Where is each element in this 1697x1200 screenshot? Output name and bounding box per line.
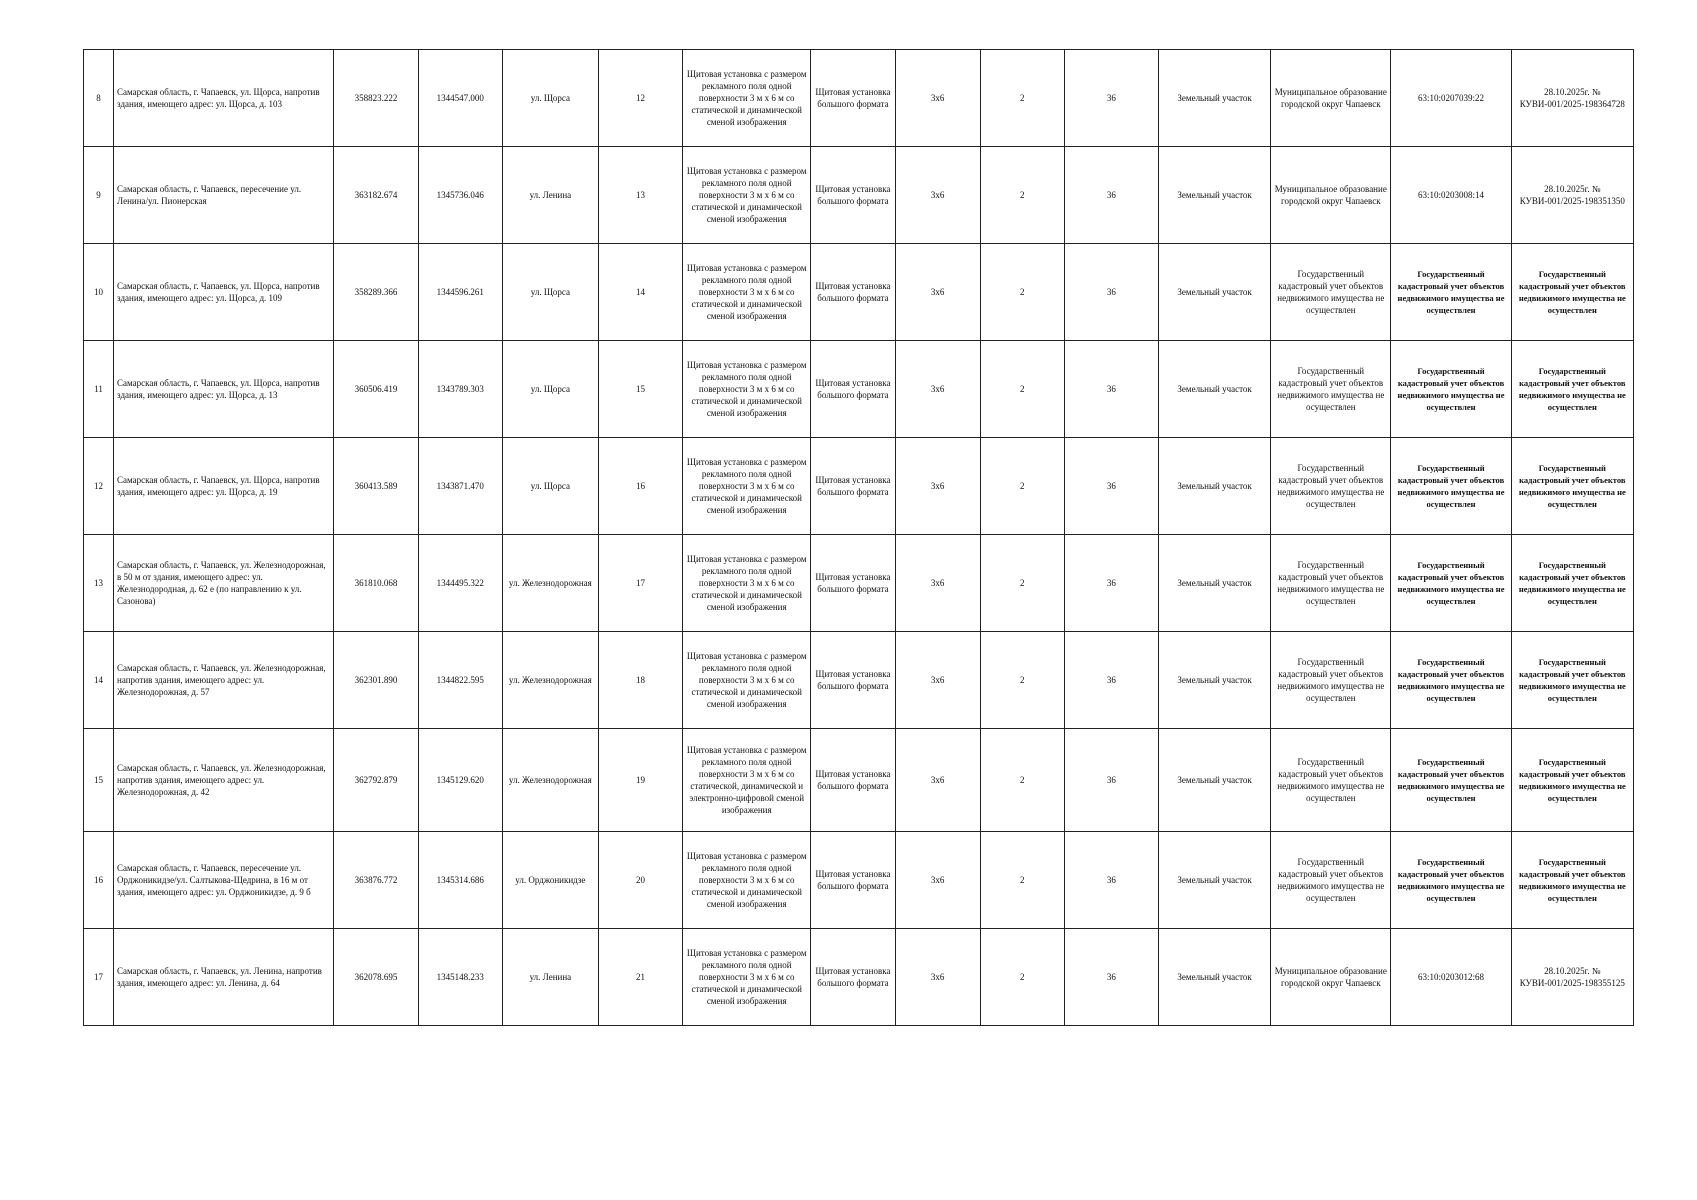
sides-count-cell: 2 <box>980 729 1064 832</box>
sides-count-cell: 2 <box>980 438 1064 535</box>
coordinate-y-cell: 1344596.261 <box>418 244 502 341</box>
sides-count-cell: 2 <box>980 341 1064 438</box>
coordinate-y-cell: 1344495.322 <box>418 535 502 632</box>
size-cell: 3х6 <box>895 832 980 929</box>
land-type-cell: Земельный участок <box>1158 341 1270 438</box>
size-cell: 3х6 <box>895 244 980 341</box>
land-type-cell: Земельный участок <box>1158 50 1270 147</box>
coordinate-x-cell: 358289.366 <box>334 244 418 341</box>
table-row <box>84 244 1634 341</box>
area-cell: 36 <box>1064 832 1158 929</box>
structure-type-cell: Щитовая установка большого формата <box>811 147 895 244</box>
owner-cell: Муниципальное образование городской округ Чапаевск <box>1271 147 1391 244</box>
registration-cell: Государственный кадастровый учет объектов недвижимого имущества не осуществлен <box>1511 832 1633 929</box>
scheme-number-cell: 18 <box>598 632 682 729</box>
registration-cell: Государственный кадастровый учет объектов недвижимого имущества не осуществлен <box>1511 244 1633 341</box>
cadastral-number-cell: Государственный кадастровый учет объектов недвижимого имущества не осуществлен <box>1391 438 1511 535</box>
coordinate-x-cell: 362078.695 <box>334 929 418 1026</box>
sides-count-cell: 2 <box>980 929 1064 1026</box>
sides-count-cell: 2 <box>980 244 1064 341</box>
table-body <box>84 50 1634 1026</box>
area-cell: 36 <box>1064 929 1158 1026</box>
table-row <box>84 50 1634 147</box>
structure-type-cell: Щитовая установка большого формата <box>811 244 895 341</box>
land-type-cell: Земельный участок <box>1158 244 1270 341</box>
land-type-cell: Земельный участок <box>1158 438 1270 535</box>
coordinate-y-cell: 1345148.233 <box>418 929 502 1026</box>
street-cell: ул. Ленина <box>502 147 598 244</box>
registration-cell: Государственный кадастровый учет объектов недвижимого имущества не осуществлен <box>1511 632 1633 729</box>
description-cell: Щитовая установка с размером рекламного поля одной поверхности 3 м х 6 м со статической и динамической сменой изображения <box>683 929 811 1026</box>
scheme-number-cell: 17 <box>598 535 682 632</box>
street-cell: ул. Железнодорожная <box>502 729 598 832</box>
street-cell: ул. Щорса <box>502 341 598 438</box>
size-cell: 3х6 <box>895 147 980 244</box>
coordinate-y-cell: 1345129.620 <box>418 729 502 832</box>
land-type-cell: Земельный участок <box>1158 147 1270 244</box>
size-cell: 3х6 <box>895 729 980 832</box>
address-cell: Самарская область, г. Чапаевск, пересечение ул. Орджоникидзе/ул. Салтыкова-Щедрина, в 16 м от здания, имеющего адрес: ул. Орджоникидзе, д. 9 б <box>114 832 334 929</box>
structure-type-cell: Щитовая установка большого формата <box>811 929 895 1026</box>
description-cell: Щитовая установка с размером рекламного поля одной поверхности 3 м х 6 м со статической и динамической сменой изображения <box>683 341 811 438</box>
structure-type-cell: Щитовая установка большого формата <box>811 832 895 929</box>
scheme-number-cell: 14 <box>598 244 682 341</box>
table-row <box>84 832 1634 929</box>
coordinate-y-cell: 1345314.686 <box>418 832 502 929</box>
address-cell: Самарская область, г. Чапаевск, ул. Щорса, напротив здания, имеющего адрес: ул. Щорса, д. 109 <box>114 244 334 341</box>
coordinate-x-cell: 363876.772 <box>334 832 418 929</box>
size-cell: 3х6 <box>895 341 980 438</box>
structure-type-cell: Щитовая установка большого формата <box>811 632 895 729</box>
table-row <box>84 729 1634 832</box>
owner-cell: Государственный кадастровый учет объектов недвижимого имущества не осуществлен <box>1271 632 1391 729</box>
cadastral-number-cell: Государственный кадастровый учет объектов недвижимого имущества не осуществлен <box>1391 535 1511 632</box>
coordinate-x-cell: 360413.589 <box>334 438 418 535</box>
address-cell: Самарская область, г. Чапаевск, пересечение ул. Ленина/ул. Пионерская <box>114 147 334 244</box>
row-number-cell: 15 <box>84 729 114 832</box>
address-cell: Самарская область, г. Чапаевск, ул. Железнодорожная, в 50 м от здания, имеющего адрес: ул. Железнодородная, д. 62 е (по направлению к ул. Сазонова) <box>114 535 334 632</box>
size-cell: 3х6 <box>895 438 980 535</box>
registration-cell: 28.10.2025г. № КУВИ-001/2025-198351350 <box>1511 147 1633 244</box>
owner-cell: Государственный кадастровый учет объектов недвижимого имущества не осуществлен <box>1271 535 1391 632</box>
address-cell: Самарская область, г. Чапаевск, ул. Щорса, напротив здания, имеющего адрес: ул. Щорса, д. 19 <box>114 438 334 535</box>
description-cell: Щитовая установка с размером рекламного поля одной поверхности 3 м х 6 м со статической и динамической сменой изображения <box>683 438 811 535</box>
scheme-number-cell: 20 <box>598 832 682 929</box>
land-type-cell: Земельный участок <box>1158 632 1270 729</box>
scheme-number-cell: 21 <box>598 929 682 1026</box>
coordinate-x-cell: 362301.890 <box>334 632 418 729</box>
cadastral-number-cell: Государственный кадастровый учет объектов недвижимого имущества не осуществлен <box>1391 729 1511 832</box>
scheme-number-cell: 15 <box>598 341 682 438</box>
street-cell: ул. Щорса <box>502 244 598 341</box>
structure-type-cell: Щитовая установка большого формата <box>811 50 895 147</box>
size-cell: 3х6 <box>895 632 980 729</box>
land-type-cell: Земельный участок <box>1158 832 1270 929</box>
description-cell: Щитовая установка с размером рекламного поля одной поверхности 3 м х 6 м со статической и динамической сменой изображения <box>683 50 811 147</box>
description-cell: Щитовая установка с размером рекламного поля одной поверхности 3 м х 6 м со статической и динамической сменой изображения <box>683 244 811 341</box>
land-type-cell: Земельный участок <box>1158 729 1270 832</box>
coordinate-x-cell: 361810.068 <box>334 535 418 632</box>
address-cell: Самарская область, г. Чапаевск, ул. Железнодорожная, напротив здания, имеющего адрес: ул. Железнодорожная, д. 42 <box>114 729 334 832</box>
area-cell: 36 <box>1064 341 1158 438</box>
row-number-cell: 13 <box>84 535 114 632</box>
registration-cell: 28.10.2025г. № КУВИ-001/2025-198364728 <box>1511 50 1633 147</box>
area-cell: 36 <box>1064 244 1158 341</box>
description-cell: Щитовая установка с размером рекламного поля одной поверхности 3 м х 6 м со статической и динамической сменой изображения <box>683 147 811 244</box>
structure-type-cell: Щитовая установка большого формата <box>811 729 895 832</box>
registration-cell: Государственный кадастровый учет объектов недвижимого имущества не осуществлен <box>1511 438 1633 535</box>
address-cell: Самарская область, г. Чапаевск, ул. Железнодорожная, напротив здания, имеющего адрес: ул. Железнодорожная, д. 57 <box>114 632 334 729</box>
street-cell: ул. Железнодорожная <box>502 535 598 632</box>
row-number-cell: 9 <box>84 147 114 244</box>
owner-cell: Государственный кадастровый учет объектов недвижимого имущества не осуществлен <box>1271 341 1391 438</box>
description-cell: Щитовая установка с размером рекламного поля одной поверхности 3 м х 6 м со статической и динамической сменой изображения <box>683 632 811 729</box>
owner-cell: Государственный кадастровый учет объектов недвижимого имущества не осуществлен <box>1271 244 1391 341</box>
coordinate-x-cell: 362792.879 <box>334 729 418 832</box>
coordinate-y-cell: 1343871.470 <box>418 438 502 535</box>
row-number-cell: 8 <box>84 50 114 147</box>
description-cell: Щитовая установка с размером рекламного поля одной поверхности 3 м х 6 м со статической и динамической сменой изображения <box>683 832 811 929</box>
street-cell: ул. Щорса <box>502 438 598 535</box>
table-row <box>84 929 1634 1026</box>
row-number-cell: 12 <box>84 438 114 535</box>
structure-type-cell: Щитовая установка большого формата <box>811 341 895 438</box>
area-cell: 36 <box>1064 50 1158 147</box>
registration-cell: Государственный кадастровый учет объектов недвижимого имущества не осуществлен <box>1511 341 1633 438</box>
owner-cell: Муниципальное образование городской округ Чапаевск <box>1271 50 1391 147</box>
table-row <box>84 535 1634 632</box>
cadastral-number-cell: 63:10:0203008:14 <box>1391 147 1511 244</box>
area-cell: 36 <box>1064 632 1158 729</box>
cadastral-number-cell: Государственный кадастровый учет объектов недвижимого имущества не осуществлен <box>1391 632 1511 729</box>
row-number-cell: 16 <box>84 832 114 929</box>
sides-count-cell: 2 <box>980 535 1064 632</box>
cadastral-number-cell: Государственный кадастровый учет объектов недвижимого имущества не осуществлен <box>1391 832 1511 929</box>
address-cell: Самарская область, г. Чапаевск, ул. Щорса, напротив здания, имеющего адрес: ул. Щорса, д. 13 <box>114 341 334 438</box>
row-number-cell: 11 <box>84 341 114 438</box>
coordinate-y-cell: 1344547.000 <box>418 50 502 147</box>
address-cell: Самарская область, г. Чапаевск, ул. Щорса, напротив здания, имеющего адрес: ул. Щорса, д. 103 <box>114 50 334 147</box>
owner-cell: Муниципальное образование городской округ Чапаевск <box>1271 929 1391 1026</box>
address-cell: Самарская область, г. Чапаевск, ул. Ленина, напротив здания, имеющего адрес: ул. Ленина, д. 64 <box>114 929 334 1026</box>
registration-cell: Государственный кадастровый учет объектов недвижимого имущества не осуществлен <box>1511 535 1633 632</box>
row-number-cell: 17 <box>84 929 114 1026</box>
sides-count-cell: 2 <box>980 832 1064 929</box>
cadastral-number-cell: Государственный кадастровый учет объектов недвижимого имущества не осуществлен <box>1391 341 1511 438</box>
row-number-cell: 14 <box>84 632 114 729</box>
street-cell: ул. Орджоникидзе <box>502 832 598 929</box>
street-cell: ул. Ленина <box>502 929 598 1026</box>
owner-cell: Государственный кадастровый учет объектов недвижимого имущества не осуществлен <box>1271 729 1391 832</box>
structure-type-cell: Щитовая установка большого формата <box>811 535 895 632</box>
cadastral-number-cell: 63:10:0203012:68 <box>1391 929 1511 1026</box>
document-page <box>83 49 1634 1026</box>
size-cell: 3х6 <box>895 50 980 147</box>
description-cell: Щитовая установка с размером рекламного поля одной поверхности 3 м х 6 м со статической, динамической и электронно-цифровой сменой изображения <box>683 729 811 832</box>
table-row <box>84 341 1634 438</box>
scheme-number-cell: 12 <box>598 50 682 147</box>
coordinate-x-cell: 358823.222 <box>334 50 418 147</box>
street-cell: ул. Щорса <box>502 50 598 147</box>
land-type-cell: Земельный участок <box>1158 929 1270 1026</box>
table-row <box>84 438 1634 535</box>
registration-cell: 28.10.2025г. № КУВИ-001/2025-198355125 <box>1511 929 1633 1026</box>
owner-cell: Государственный кадастровый учет объектов недвижимого имущества не осуществлен <box>1271 832 1391 929</box>
description-cell: Щитовая установка с размером рекламного поля одной поверхности 3 м х 6 м со статической и динамической сменой изображения <box>683 535 811 632</box>
area-cell: 36 <box>1064 535 1158 632</box>
size-cell: 3х6 <box>895 535 980 632</box>
sides-count-cell: 2 <box>980 147 1064 244</box>
scheme-number-cell: 16 <box>598 438 682 535</box>
cadastral-number-cell: Государственный кадастровый учет объектов недвижимого имущества не осуществлен <box>1391 244 1511 341</box>
coordinate-x-cell: 360506.419 <box>334 341 418 438</box>
table-row <box>84 632 1634 729</box>
sides-count-cell: 2 <box>980 50 1064 147</box>
scheme-number-cell: 13 <box>598 147 682 244</box>
table-row <box>84 147 1634 244</box>
scheme-number-cell: 19 <box>598 729 682 832</box>
land-type-cell: Земельный участок <box>1158 535 1270 632</box>
owner-cell: Государственный кадастровый учет объектов недвижимого имущества не осуществлен <box>1271 438 1391 535</box>
size-cell: 3х6 <box>895 929 980 1026</box>
cadastral-number-cell: 63:10:0207039:22 <box>1391 50 1511 147</box>
street-cell: ул. Железнодорожная <box>502 632 598 729</box>
structure-type-cell: Щитовая установка большого формата <box>811 438 895 535</box>
advertising-structures-table <box>83 49 1634 1026</box>
area-cell: 36 <box>1064 438 1158 535</box>
row-number-cell: 10 <box>84 244 114 341</box>
coordinate-y-cell: 1344822.595 <box>418 632 502 729</box>
area-cell: 36 <box>1064 729 1158 832</box>
coordinate-x-cell: 363182.674 <box>334 147 418 244</box>
area-cell: 36 <box>1064 147 1158 244</box>
coordinate-y-cell: 1345736.046 <box>418 147 502 244</box>
sides-count-cell: 2 <box>980 632 1064 729</box>
registration-cell: Государственный кадастровый учет объектов недвижимого имущества не осуществлен <box>1511 729 1633 832</box>
coordinate-y-cell: 1343789.303 <box>418 341 502 438</box>
